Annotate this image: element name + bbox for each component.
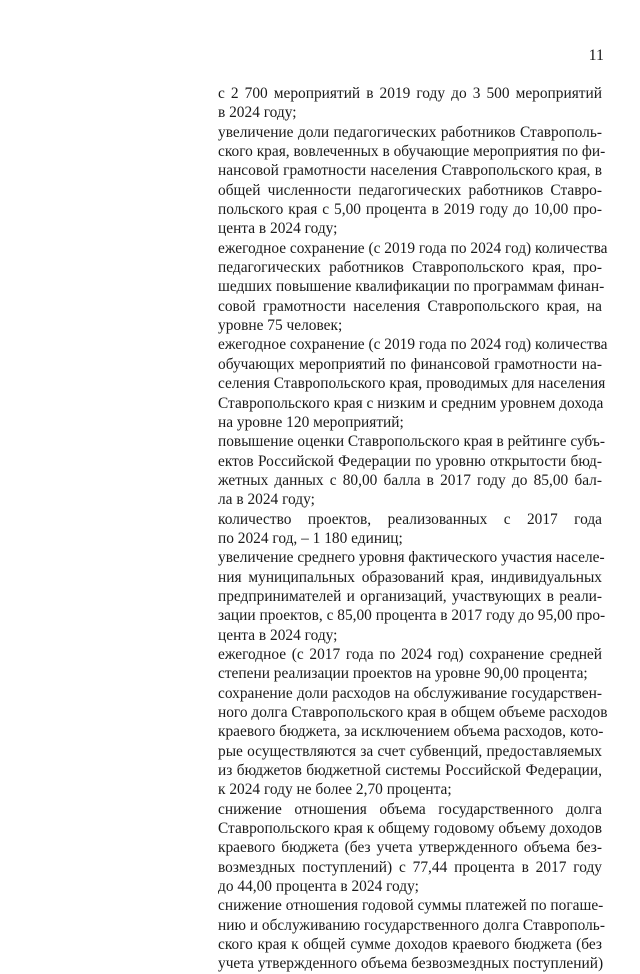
text-line: ского края к общей сумме доходов краевого бюджета (без: [218, 936, 602, 954]
text-line: увеличение среднего уровня фактического участия населе-: [218, 549, 605, 567]
text-line: учета утвержденного объема безвозмездных поступлений): [218, 955, 604, 973]
document-body: [218, 84, 608, 974]
text-line: снижение отношения объема государственного долга: [218, 800, 602, 818]
text-line: до 44,00 процента в 2024 году;: [218, 878, 419, 896]
text-line: жетных данных с 80,00 балла в 2017 году до 85,00 бал-: [218, 471, 602, 489]
text-line: рые осуществляются за счет субвенций, предоставляемых: [218, 742, 602, 760]
text-line: в 2024 году;: [218, 104, 297, 122]
text-line: ежегодное сохранение (с 2019 года по 2024 год) количества: [218, 336, 608, 354]
text-line: Ставропольского края к общему годовому объему доходов: [218, 820, 602, 838]
text-line: с 2 700 мероприятий в 2019 году до 3 500 мероприятий: [218, 85, 602, 102]
text-line: на уровне 120 мероприятий;: [218, 413, 404, 431]
text-line: общей численности педагогических работников Ставро-: [218, 181, 602, 199]
text-line: к 2024 году не более 2,70 процента;: [218, 781, 452, 799]
text-line: нию и обслуживанию государственного долга Ставрополь-: [218, 916, 605, 934]
text-line: степени реализации проектов на уровне 90,00 процента;: [218, 665, 588, 683]
page-number: 11: [588, 47, 604, 64]
text-line: польского края с 5,00 процента в 2019 году до 10,00 про-: [218, 201, 602, 219]
text-line: повышение оценки Ставропольского края в рейтинге субъ-: [218, 433, 605, 451]
text-line: шедших повышение квалификации по программам финан-: [218, 278, 605, 296]
text-line: совой грамотности населения Ставропольского края, на: [218, 297, 602, 315]
text-line: зации проектов, с 85,00 процента в 2017 году до 95,00 про-: [218, 607, 606, 625]
text-line: ного долга Ставропольского края в общем объеме расходов: [218, 704, 608, 721]
text-line: из бюджетов бюджетной системы Российской Федерации,: [218, 762, 602, 780]
text-line: педагогических работников Ставропольского края, про-: [218, 259, 602, 277]
text-line: уровне 75 человек;: [218, 317, 343, 335]
text-line: цента в 2024 году;: [218, 220, 338, 238]
text-line: ектов Российской Федерации по уровню открытости бюд-: [218, 452, 602, 470]
text-line: ния муниципальных образований края, индивидуальных: [218, 568, 602, 586]
text-line: по 2024 год, – 1 180 единиц;: [218, 529, 403, 547]
text-line: краевого бюджета, за исключением объема расходов, кото-: [218, 723, 604, 741]
text-line: нансовой грамотности населения Ставропольского края, в: [218, 162, 602, 180]
text-line: краевого бюджета (без учета утвержденного объема без-: [218, 839, 602, 857]
text-line: Ставропольского края с низким и средним уровнем дохода: [218, 394, 604, 412]
text-line: снижение отношения годовой суммы платежей по погаше-: [218, 897, 604, 915]
text-line: сохранение доли расходов на обслуживание государствен-: [218, 684, 602, 702]
text-line: увеличение доли педагогических работников Ставрополь-: [218, 123, 602, 141]
text-line: количество проектов, реализованных с 2017 года: [218, 510, 602, 528]
text-line: ежегодное (с 2017 года по 2024 год) сохранение средней: [218, 645, 602, 663]
text-line: селения Ставропольского края, проводимых для населения: [218, 375, 606, 393]
text-line: возмездных поступлений) с 77,44 процента в 2017 году: [218, 858, 602, 876]
text-line: ского края, вовлеченных в обучающие мероприятия по фи-: [218, 143, 606, 161]
text-line: предпринимателей и организаций, участвующих в реали-: [218, 587, 602, 605]
text-line: обучающих мероприятий по финансовой грамотности на-: [218, 355, 602, 373]
text-line: ла в 2024 году;: [218, 491, 315, 509]
text-line: ежегодное сохранение (с 2019 года по 2024 год) количества: [218, 239, 608, 257]
text-line: цента в 2024 году;: [218, 626, 338, 644]
